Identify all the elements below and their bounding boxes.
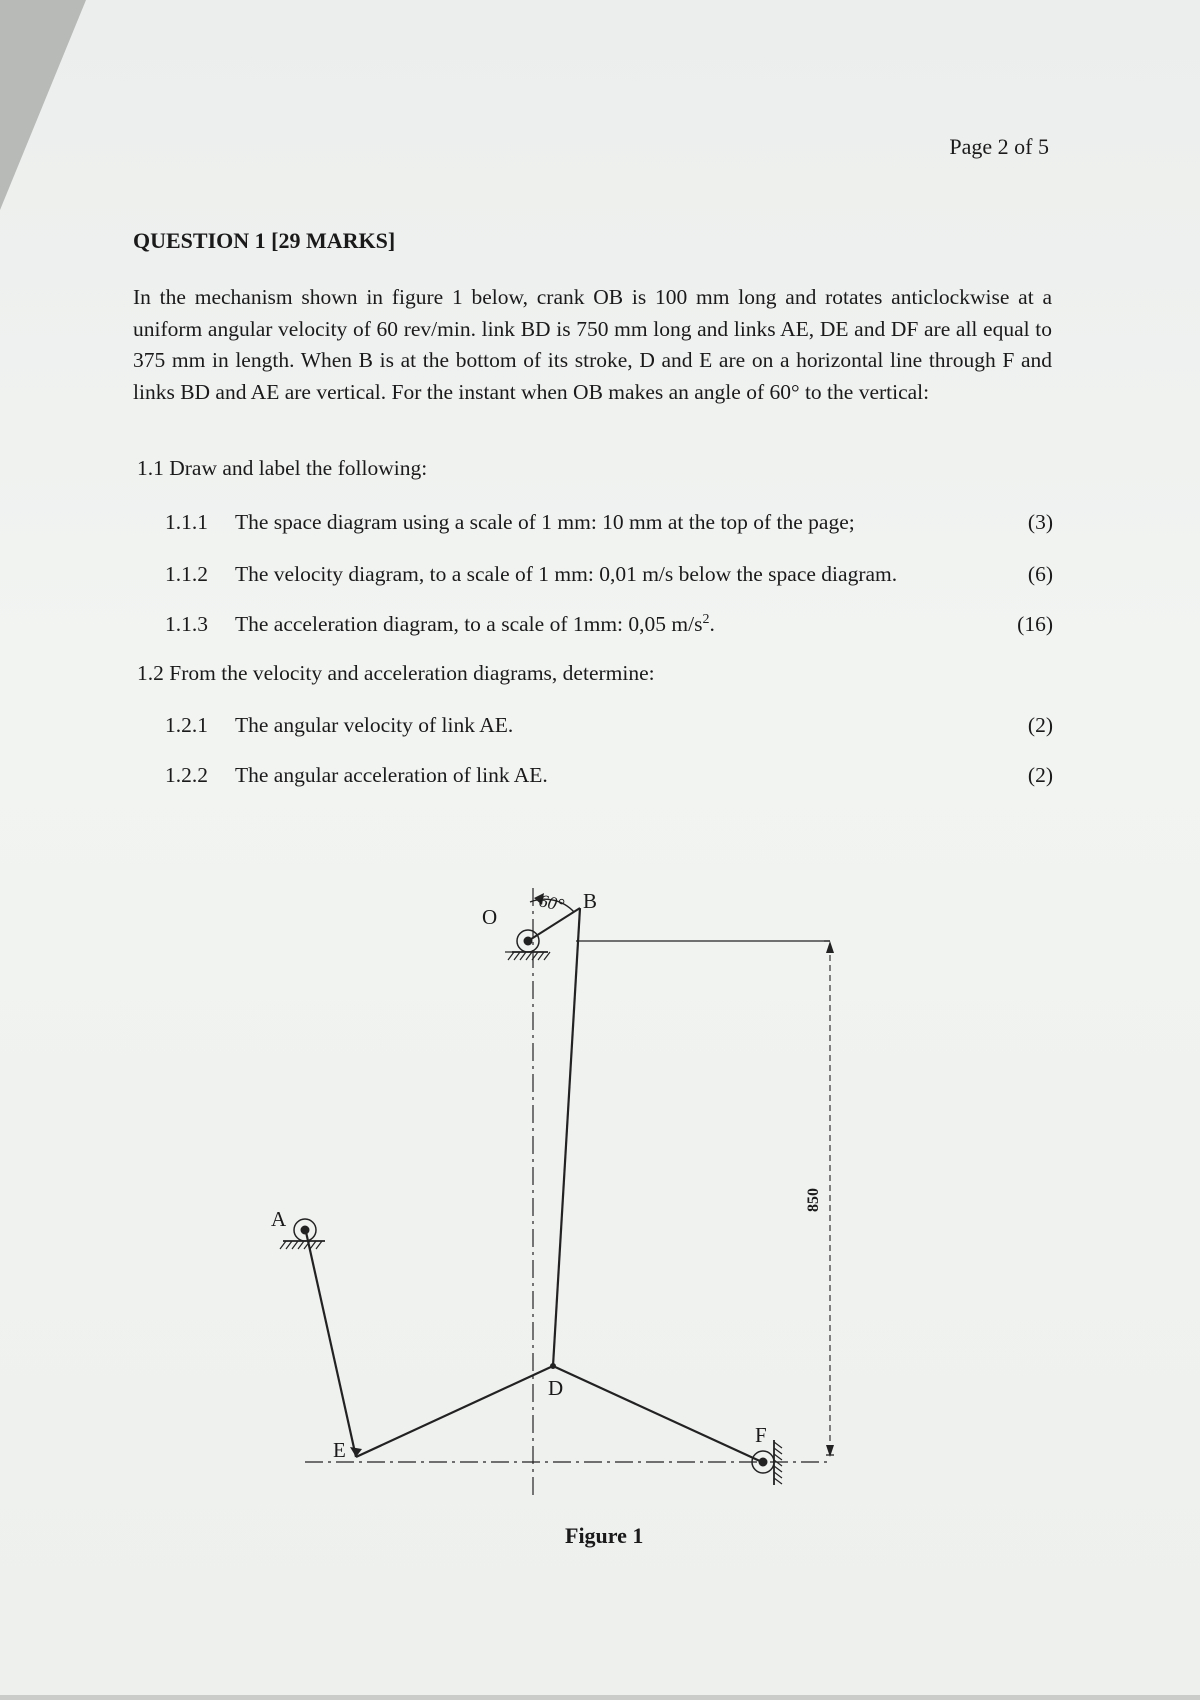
label-b: B (583, 889, 598, 913)
item-number: 1.2.1 (165, 713, 208, 737)
ground-f-hatch (774, 1442, 782, 1484)
item-text-main: The acceleration diagram, to a scale of 1mm: 0,05 m/s (235, 612, 703, 637)
item-text: The angular acceleration of link AE. (235, 763, 548, 787)
pivot-o-pin (524, 937, 532, 945)
link-bd (553, 908, 580, 1366)
item-marks: (3) (1027, 510, 1053, 534)
item-text-superscript: 2 (702, 612, 710, 627)
item-marks: (16) (1017, 612, 1053, 636)
item-text: The space diagram using a scale of 1 mm: 10 mm at the top of the page; (235, 510, 855, 534)
question-intro: In the mechanism shown in figure 1 below, crank OB is 100 mm long and rotates anticlockwise at a uniform angular velocity of 60 rev/min. link BD is 750 mm long and links AE, DE and DF are all equal to 375 mm in length. When B is at the bottom of its stroke, D and E are on a horizontal line through F and links BD and AE are vertical. For the instant when OB makes an angle of 60° to the vertical: (133, 285, 1052, 404)
item-number: 1.1.2 (165, 562, 208, 586)
label-angle: 60° (537, 890, 566, 916)
label-d: D (548, 1376, 564, 1400)
label-f: F (755, 1423, 767, 1447)
ground-o-hatch (508, 952, 550, 960)
item-text-end: . (709, 612, 715, 637)
question-title: QUESTION 1 [29 MARKS] (133, 228, 396, 253)
item-number: 1.1.1 (165, 510, 208, 534)
item-text: The angular velocity of link AE. (235, 713, 514, 737)
page-number: Page 2 of 5 (949, 134, 1049, 159)
label-e: E (333, 1438, 346, 1462)
figure-caption: Figure 1 (565, 1523, 644, 1548)
item-marks: (2) (1027, 763, 1053, 787)
item-marks: (2) (1027, 713, 1053, 737)
label-a: A (271, 1207, 287, 1231)
item-number: 1.1.3 (165, 612, 208, 636)
label-o: O (482, 905, 498, 929)
ground-a-hatch (280, 1241, 322, 1249)
dimension-label: 850 (805, 1188, 822, 1212)
pivot-a-pin (301, 1226, 309, 1234)
link-df (553, 1366, 762, 1462)
item-number: 1.2.2 (165, 763, 208, 787)
joint-d (551, 1364, 556, 1369)
pivot-f-pin (759, 1458, 767, 1466)
item-text: The velocity diagram, to a scale of 1 mm: 0,01 m/s below the space diagram. (235, 562, 898, 586)
dimension-arrowhead-top (826, 941, 834, 953)
link-de (356, 1366, 553, 1457)
link-ae (306, 1232, 356, 1457)
item-marks: (6) (1027, 562, 1053, 586)
section-1-1-heading: 1.1 Draw and label the following: (137, 456, 428, 480)
section-1-2-heading: 1.2 From the velocity and acceleration diagrams, determine: (137, 661, 655, 685)
